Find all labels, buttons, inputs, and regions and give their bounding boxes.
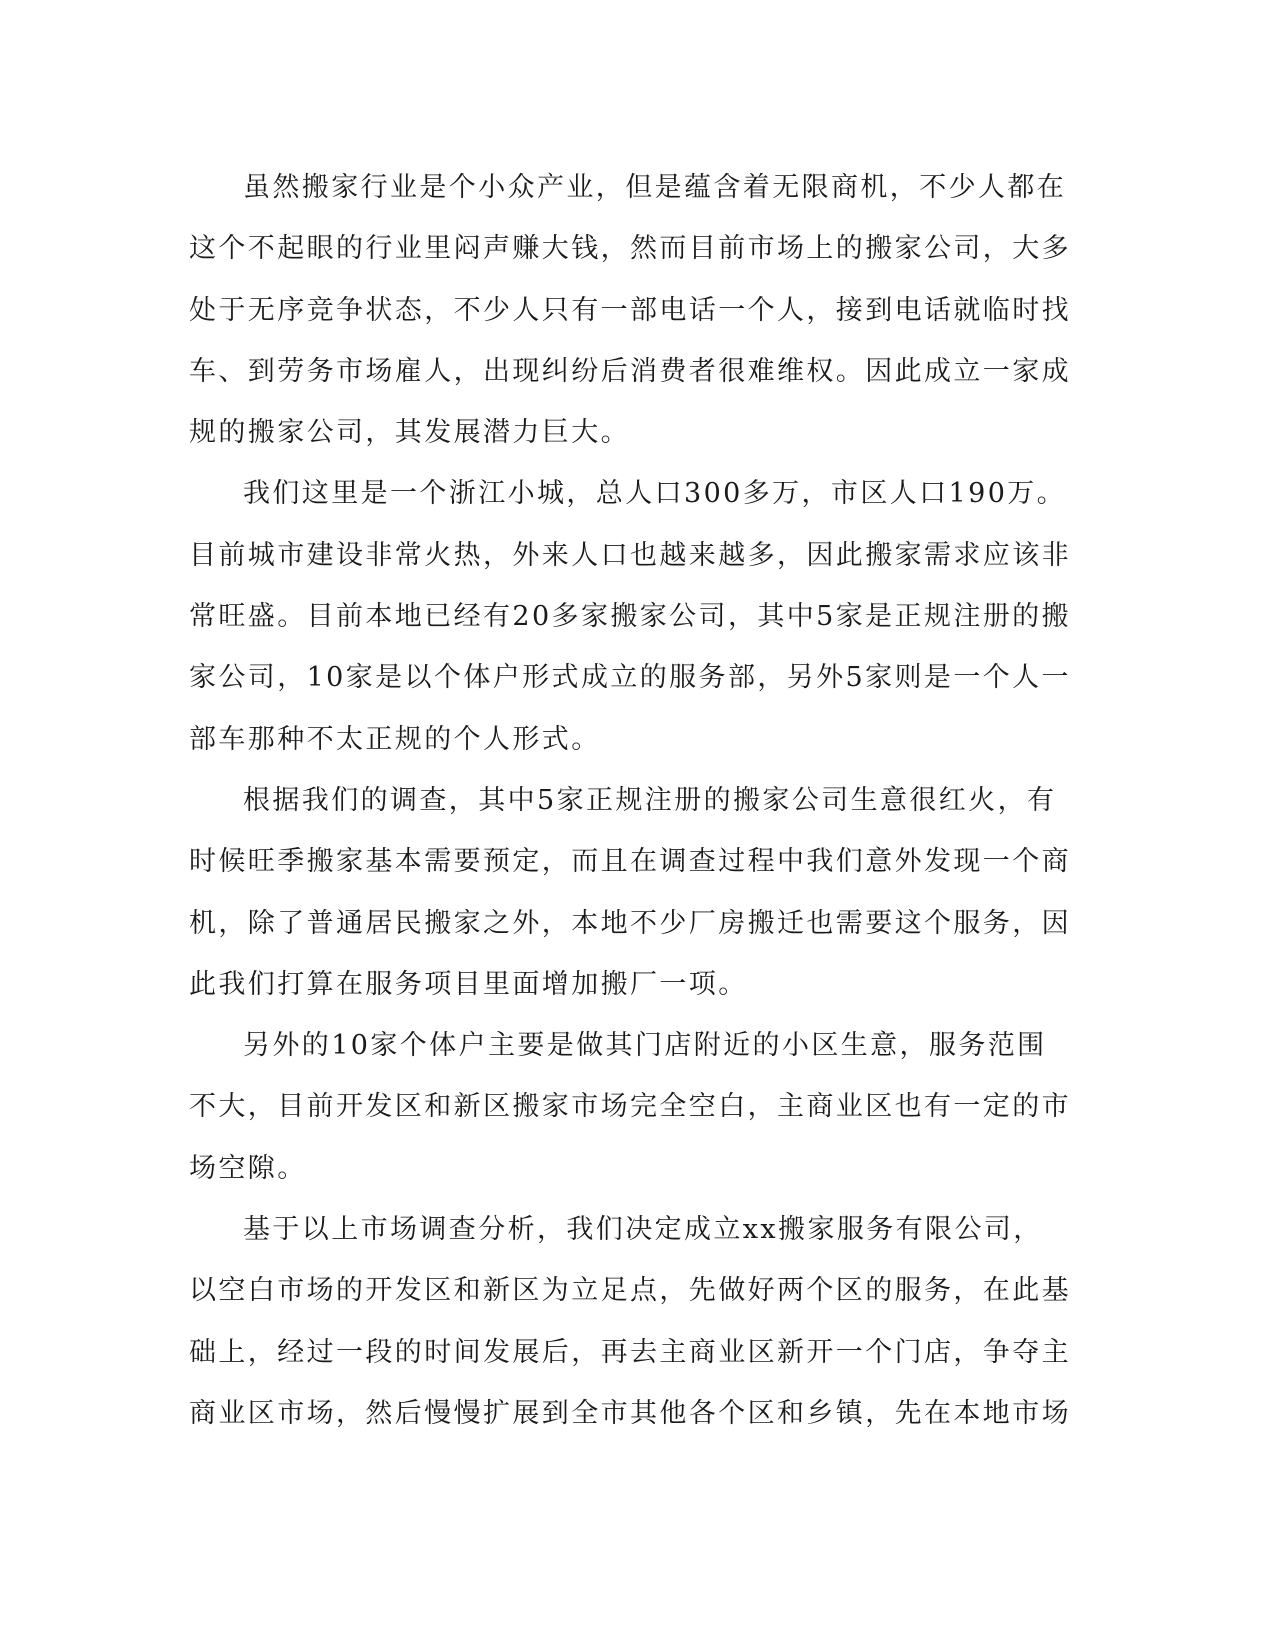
text-line: 我们这里是一个浙江小城，总人口300多万，市区人口190万。 [243, 478, 1067, 510]
text-line: 不大，目前开发区和新区搬家市场完全空白，主商业区也有一定的市 [189, 1091, 1071, 1123]
paragraph-5 [189, 1199, 1069, 1444]
paragraph-4 [189, 1015, 1069, 1199]
text-line: 处于无序竞争状态，不少人只有一部电话一个人，接到电话就临时找 [189, 294, 1071, 326]
text-line: 商业区市场，然后慢慢扩展到全市其他各个区和乡镇，先在本地市场 [189, 1397, 1071, 1429]
text-line: 家公司，10家是以个体户形式成立的服务部，另外5家则是一个人一 [189, 662, 1071, 694]
text-line: 虽然搬家行业是个小众产业，但是蕴含着无限商机，不少人都在 [243, 172, 1067, 203]
text-line: 以空白市场的开发区和新区为立足点，先做好两个区的服务，在此基 [189, 1275, 1071, 1307]
paragraph-1 [189, 157, 1069, 463]
text-line: 根据我们的调查，其中5家正规注册的搬家公司生意很红火，有 [243, 784, 1057, 816]
text-line: 常旺盛。目前本地已经有20多家搬家公司，其中5家是正规注册的搬 [189, 601, 1071, 633]
text-line: 另外的10家个体户主要是做其门店附近的小区生意，服务范围 [243, 1030, 1047, 1062]
text-line: 基于以上市场调查分析，我们决定成立xx搬家服务有限公司， [243, 1214, 1043, 1246]
text-line: 目前城市建设非常火热，外来人口也越来越多，因此搬家需求应该非 [189, 539, 1071, 571]
text-line: 场空隙。 [189, 1152, 307, 1184]
paragraph-3 [189, 770, 1069, 1015]
text-line: 规的搬家公司，其发展潜力巨大。 [189, 417, 630, 449]
text-line: 时候旺季搬家基本需要预定，而且在调查过程中我们意外发现一个商 [189, 846, 1071, 878]
text-line: 础上，经过一段的时间发展后，再去主商业区新开一个门店，争夺主 [189, 1336, 1071, 1368]
paragraph-2 [189, 463, 1069, 769]
text-line: 车、到劳务市场雇人，出现纠纷后消费者很难维权。因此成立一家成 [189, 355, 1071, 387]
text-line: 这个不起眼的行业里闷声赚大钱，然而目前市场上的搬家公司，大多 [189, 233, 1071, 265]
text-line: 部车那种不太正规的个人形式。 [189, 723, 601, 755]
text-line: 机，除了普通居民搬家之外，本地不少厂房搬迁也需要这个服务，因 [189, 907, 1071, 939]
text-line: 此我们打算在服务项目里面增加搬厂一项。 [189, 968, 748, 1000]
document-body [189, 157, 1069, 1444]
